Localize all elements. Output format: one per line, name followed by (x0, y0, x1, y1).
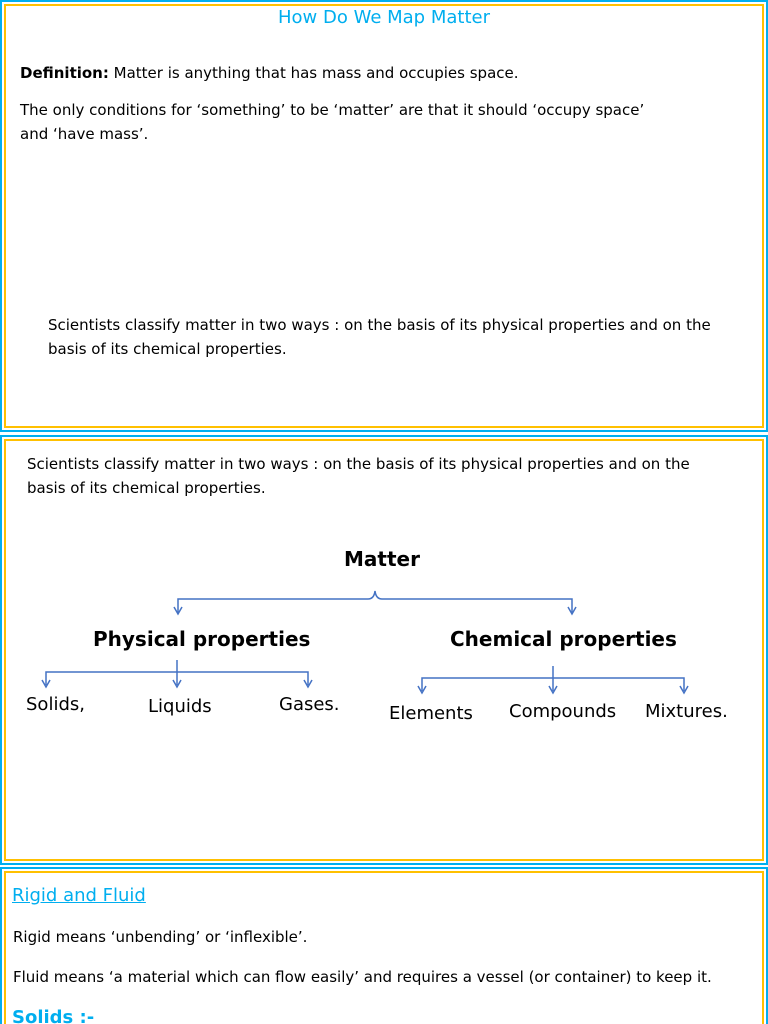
definition-text: Matter is anything that has mass and occupies space. (108, 64, 519, 82)
slide-rigid-and-fluid (0, 867, 768, 1024)
conditions-line-1: The only conditions for ‘something’ to be ‘matter’ are that it should ‘occupy space’ (20, 101, 645, 119)
diagram-leaf-gases: Gases. (279, 694, 340, 715)
rigid-definition: Rigid means ‘unbending’ or ‘inflexible’. (13, 928, 308, 946)
definition-paragraph (20, 61, 519, 85)
diagram-leaf-solids: Solids, (26, 694, 85, 715)
slide-title: How Do We Map Matter (278, 7, 490, 28)
classify-line-1: Scientists classify matter in two ways : on the basis of its physical properties and on the (48, 316, 711, 334)
classify-line-2: basis of its chemical properties. (27, 479, 266, 497)
conditions-line-2: and ‘have mass’. (20, 125, 149, 143)
solids-heading: Solids :- (12, 1007, 95, 1024)
diagram-physical-properties: Physical properties (93, 627, 311, 651)
diagram-leaf-mixtures: Mixtures. (645, 701, 728, 722)
classify-line-2: basis of its chemical properties. (48, 340, 287, 358)
diagram-leaf-elements: Elements (389, 703, 473, 724)
diagram-leaf-compounds: Compounds (509, 701, 617, 722)
matter-bracket (178, 591, 572, 613)
diagram-root-matter: Matter (344, 547, 420, 571)
slide-how-do-we-map-matter (0, 0, 768, 432)
diagram-leaf-liquids: Liquids (148, 696, 212, 717)
classify-line-1: Scientists classify matter in two ways : on the basis of its physical properties and on the (27, 455, 690, 473)
fluid-definition: Fluid means ‘a material which can flow easily’ and requires a vessel (or container) to keep it. (13, 968, 712, 986)
slide-classification-diagram (0, 435, 768, 865)
diagram-chemical-properties: Chemical properties (450, 627, 677, 651)
definition-label: Definition: (20, 64, 109, 82)
rigid-fluid-heading: Rigid and Fluid (12, 885, 146, 906)
